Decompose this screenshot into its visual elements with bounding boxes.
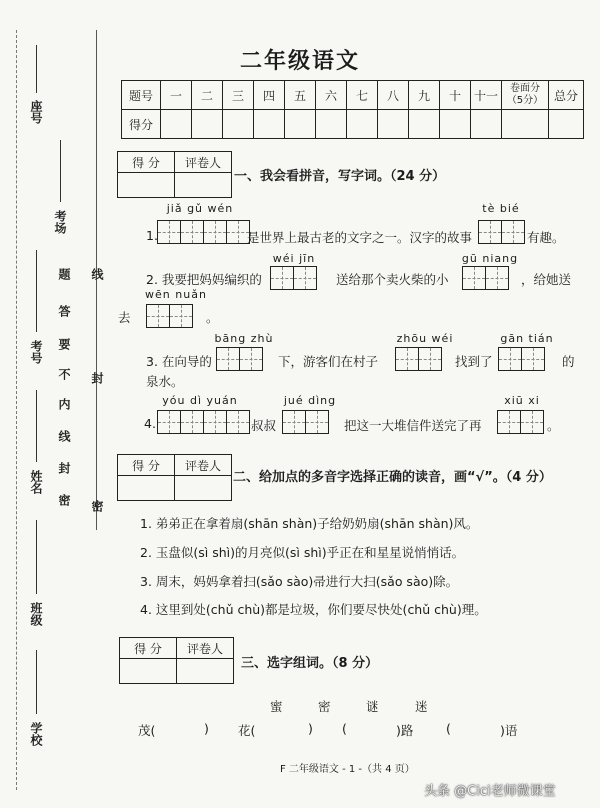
score-cell[interactable]: [440, 110, 471, 139]
notice-char: 题: [57, 268, 71, 280]
header-cell: 卷面分（5分）: [502, 81, 549, 110]
grader-score-cell[interactable]: [118, 173, 175, 198]
question-item: 1. 弟弟正在拿着扇(shān shàn)子给奶奶扇(shān shàn)风。: [140, 516, 479, 531]
score-table-header-row: [122, 81, 584, 110]
exam-room-underline: [60, 140, 61, 202]
class-label: 班级: [29, 602, 43, 626]
header-cell: 总分: [549, 81, 584, 110]
answer-grid[interactable]: [270, 266, 317, 290]
question-text: 2. 我要把妈妈编织的: [146, 272, 262, 287]
score-cell[interactable]: [471, 110, 502, 139]
section1-grader-box: [117, 151, 232, 198]
question-text: 送给那个卖火柴的小: [336, 272, 449, 287]
section3-heading: 三、选字组词。（8 分）: [241, 656, 379, 671]
blank-text: )路: [396, 723, 414, 738]
score-cell[interactable]: [316, 110, 347, 139]
question-item: 2. 玉盘似(sì shì)的月亮似(sì shì)乎正在和星星说悄悄话。: [140, 545, 465, 560]
grader-score-label: 得 分: [118, 455, 175, 476]
score-table: [121, 80, 584, 139]
pinyin-label: wēn nuǎn: [145, 288, 207, 301]
blank-text: 花(: [238, 723, 256, 738]
header-cell: 二: [192, 81, 223, 110]
question-text: 。: [206, 310, 219, 325]
score-cell[interactable]: [161, 110, 192, 139]
answer-grid[interactable]: [462, 266, 509, 290]
blank-text: 茂(: [138, 723, 156, 738]
choice-char: 谜: [366, 699, 379, 714]
score-cell[interactable]: [378, 110, 409, 139]
question-text: 找到了: [455, 354, 493, 369]
pinyin-label: jiǎ gǔ wén: [166, 202, 234, 215]
page-title: 二年级语文: [239, 49, 360, 74]
seal-label: 封: [90, 372, 104, 384]
grader-reviewer-label: 评卷人: [175, 152, 232, 173]
answer-grid[interactable]: [282, 410, 329, 434]
choice-char: 迷: [415, 699, 428, 714]
grader-score-cell[interactable]: [120, 659, 177, 684]
blank-text: )语: [500, 723, 518, 738]
blank-text: (: [446, 721, 451, 736]
pinyin-label: jué dìng: [283, 394, 337, 407]
question-text: 是世界上最古老的文字之一。汉字的故事: [247, 230, 473, 245]
pinyin-label: xiū xi: [504, 394, 540, 407]
header-cell: 七: [347, 81, 378, 110]
school-underline: [36, 650, 37, 714]
header-cell: 九: [409, 81, 440, 110]
header-cell: 十一: [471, 81, 502, 110]
section1-heading: 一、我会看拼音，写字词。（24 分）: [234, 169, 446, 184]
answer-grid[interactable]: [146, 304, 193, 328]
answer-grid[interactable]: [157, 410, 250, 434]
pinyin-label: gū niang: [461, 252, 519, 265]
choice-char: 密: [318, 699, 331, 714]
header-cell: 四: [254, 81, 285, 110]
question-text: 把这一大堆信件送完了再: [344, 418, 482, 433]
notice-char: 答: [57, 305, 71, 317]
class-underline: [36, 520, 37, 594]
exam-room-label: 考场: [53, 210, 67, 234]
notice-char: 要: [57, 338, 71, 350]
name-label: 姓名: [29, 470, 43, 494]
school-label: 学校: [29, 722, 43, 746]
pinyin-label: yóu dì yuán: [162, 394, 238, 407]
seat-label: 座号: [29, 100, 43, 124]
notice-char: 密: [57, 494, 71, 506]
watermark: 头条 @Cici老师微课堂: [424, 784, 556, 799]
header-cell: 八: [378, 81, 409, 110]
score-cell[interactable]: [549, 110, 584, 139]
section2-grader-box: [117, 454, 232, 501]
blank-text: ): [308, 721, 313, 736]
exam-no-underline: [36, 250, 37, 332]
grader-reviewer-cell[interactable]: [175, 476, 232, 501]
score-cell[interactable]: [409, 110, 440, 139]
pinyin-label: zhōu wéi: [396, 332, 454, 345]
question-text: 叔叔: [251, 418, 277, 433]
grader-score-label: 得 分: [118, 152, 175, 173]
answer-grid[interactable]: [157, 220, 250, 244]
notice-char: 不: [57, 368, 71, 380]
pinyin-label: wéi jīn: [272, 252, 316, 265]
dense-label: 密: [90, 500, 104, 512]
score-cell[interactable]: [502, 110, 549, 139]
score-cell[interactable]: [347, 110, 378, 139]
name-underline: [36, 390, 37, 462]
grader-reviewer-cell[interactable]: [177, 659, 234, 684]
question-text: 有趣。: [527, 230, 565, 245]
grader-score-label: 得 分: [120, 638, 177, 659]
grader-reviewer-label: 评卷人: [177, 638, 234, 659]
answer-grid[interactable]: [497, 410, 544, 434]
question-text: 去: [118, 310, 131, 325]
blank-text: (: [342, 721, 347, 736]
question-text: 的: [562, 354, 575, 369]
notice-char: 线: [57, 430, 71, 442]
header-cell: 三: [223, 81, 254, 110]
header-cell: 六: [316, 81, 347, 110]
score-table-score-row: [122, 110, 584, 139]
notice-char: 内: [57, 398, 71, 410]
score-cell[interactable]: [254, 110, 285, 139]
grader-reviewer-label: 评卷人: [175, 455, 232, 476]
question-text: 下，游客们在村子: [278, 354, 379, 369]
question-text: 。: [547, 418, 560, 433]
score-cell[interactable]: [285, 110, 316, 139]
answer-grid[interactable]: [395, 347, 442, 371]
grader-reviewer-cell[interactable]: [175, 173, 232, 198]
binding-dashed-line: [16, 30, 17, 790]
header-cell: 题号: [122, 81, 161, 110]
question-text: ，给她送: [521, 272, 572, 287]
answer-grid[interactable]: [478, 220, 525, 244]
header-cell: 五: [285, 81, 316, 110]
question-number: 4.: [144, 416, 156, 431]
binding-seal-line: [96, 30, 97, 530]
page-footer: F 二年级语文 - 1 -（共 4 页）: [280, 764, 415, 775]
notice-char: 封: [57, 462, 71, 474]
score-cell[interactable]: [192, 110, 223, 139]
answer-grid[interactable]: [216, 347, 263, 371]
pinyin-label: bāng zhù: [214, 332, 274, 345]
section3-grader-box: [119, 637, 234, 684]
question-number: 1.: [146, 228, 158, 243]
section2-heading: 二、给加点的多音字选择正确的读音，画“√”。（4 分）: [233, 470, 552, 485]
line-label: 线: [90, 268, 104, 280]
score-cell[interactable]: [223, 110, 254, 139]
question-item: 4. 这里到处(chǔ chù)都是垃圾，你们要尽快处(chǔ chù)理。: [140, 602, 487, 617]
answer-grid[interactable]: [498, 347, 545, 371]
exam-no-label: 考号: [29, 340, 43, 364]
question-item: 3. 周末，妈妈拿着扫(sǎo sào)帚进行大扫(sǎo sào)除。: [140, 574, 459, 589]
blank-text: ): [204, 721, 209, 736]
pinyin-label: tè bié: [482, 202, 520, 215]
grader-score-cell[interactable]: [118, 476, 175, 501]
question-text: 3. 在向导的: [146, 354, 212, 369]
score-row-label: 得分: [122, 110, 161, 139]
choice-char: 蜜: [270, 699, 283, 714]
question-text: 泉水。: [146, 374, 184, 389]
header-cell: 一: [161, 81, 192, 110]
header-cell: 十: [440, 81, 471, 110]
pinyin-label: gān tián: [500, 332, 554, 345]
